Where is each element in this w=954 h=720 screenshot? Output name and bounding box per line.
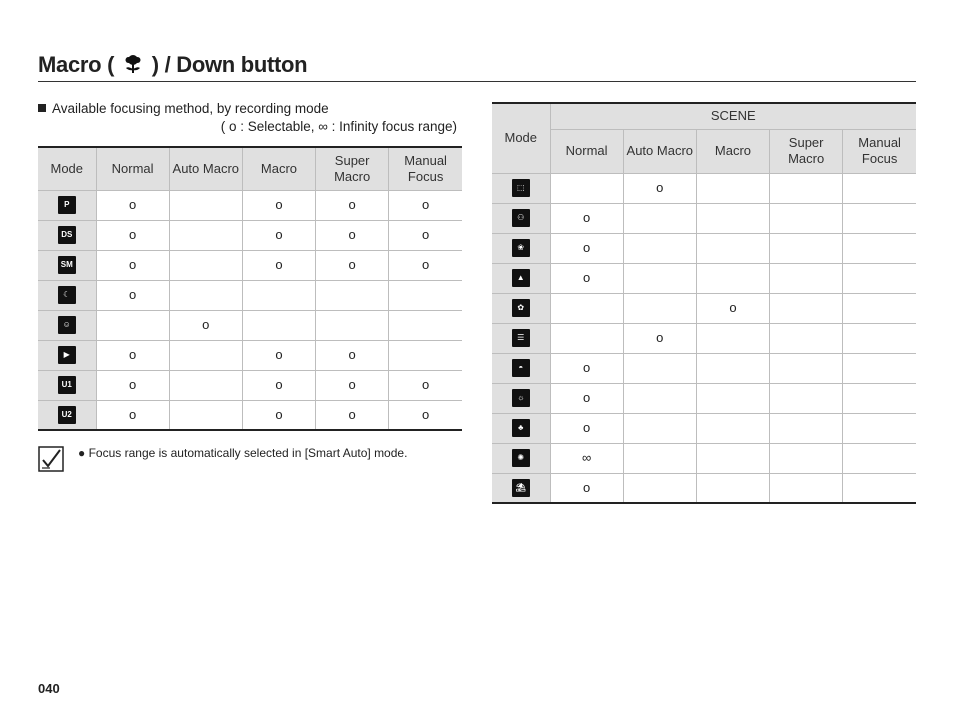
table-cell — [623, 383, 696, 413]
table-row — [492, 353, 916, 383]
header-cell: Normal — [550, 129, 623, 173]
table-cell — [843, 203, 916, 233]
table-cell: o — [389, 370, 462, 400]
table-cell: o — [389, 250, 462, 280]
memo-text: ● Focus range is automatically selected in [Smart Auto] mode. — [78, 446, 408, 460]
header-cell: Mode — [38, 147, 96, 190]
header-cell: Super Macro — [316, 147, 389, 190]
table-row — [492, 263, 916, 293]
title-rule — [38, 81, 916, 82]
table-cell — [696, 173, 769, 203]
table-row — [38, 190, 462, 220]
table-row — [492, 413, 916, 443]
table-cell: o — [96, 190, 169, 220]
table-header-row — [492, 129, 916, 173]
user2-mode-icon: U2 — [58, 406, 76, 424]
memo-note-icon — [38, 446, 64, 472]
header-cell: Auto Macro — [169, 147, 242, 190]
table-cell: o — [696, 293, 769, 323]
night-mode-icon: ☾ — [58, 286, 76, 304]
table-cell — [623, 473, 696, 503]
table-cell: o — [550, 473, 623, 503]
smart-mode-icon: SM — [58, 256, 76, 274]
table-row — [492, 293, 916, 323]
table-cell: o — [623, 173, 696, 203]
table-row — [492, 233, 916, 263]
table-cell — [623, 413, 696, 443]
table-cell — [843, 233, 916, 263]
table-cell — [770, 383, 843, 413]
header-cell-mode: Mode — [492, 103, 550, 173]
table-cell — [843, 353, 916, 383]
text-icon: ☰ — [512, 329, 530, 347]
table-cell: o — [316, 400, 389, 430]
table-cell: o — [169, 310, 242, 340]
table-row — [492, 323, 916, 353]
beach-snow-icon: ⛱ — [512, 479, 530, 497]
table-cell — [389, 280, 462, 310]
table-cell — [623, 353, 696, 383]
table-cell — [169, 190, 242, 220]
bullet-square-icon — [38, 104, 46, 112]
table-cell — [550, 293, 623, 323]
table-cell: o — [389, 190, 462, 220]
table-cell: o — [550, 353, 623, 383]
table-cell: o — [316, 340, 389, 370]
table-cell: o — [550, 233, 623, 263]
table-cell: o — [96, 280, 169, 310]
table-cell — [696, 203, 769, 233]
table-cell — [770, 173, 843, 203]
table-cell — [389, 310, 462, 340]
page-title: Macro ( ) / Down button — [38, 52, 307, 81]
table-cell — [770, 293, 843, 323]
table-cell — [770, 473, 843, 503]
table-cell: o — [242, 220, 315, 250]
table-cell — [843, 443, 916, 473]
table-cell — [843, 323, 916, 353]
table-row — [492, 173, 916, 203]
macro-flower-icon — [122, 53, 144, 81]
recording-mode-table — [38, 146, 462, 431]
table-cell: o — [96, 370, 169, 400]
scene-mode-table — [492, 102, 916, 504]
table-cell — [623, 443, 696, 473]
table-cell: o — [242, 370, 315, 400]
table-cell — [169, 370, 242, 400]
table-cell — [770, 263, 843, 293]
table-cell: o — [316, 370, 389, 400]
table-cell — [843, 413, 916, 443]
header-cell: Super Macro — [770, 129, 843, 173]
table-cell — [770, 413, 843, 443]
table-cell: o — [623, 323, 696, 353]
backlight-icon: ♣ — [512, 419, 530, 437]
table-cell — [696, 233, 769, 263]
table-cell — [696, 443, 769, 473]
table-row — [38, 220, 462, 250]
dawn-icon: ☼ — [512, 389, 530, 407]
table-cell: o — [96, 400, 169, 430]
table-cell: o — [316, 250, 389, 280]
program-mode-icon: P — [58, 196, 76, 214]
table-cell — [696, 473, 769, 503]
movie-mode-icon: ▶ — [58, 346, 76, 364]
table-cell — [242, 280, 315, 310]
header-cell: Macro — [696, 129, 769, 173]
table-cell: o — [550, 413, 623, 443]
table-cell: o — [96, 250, 169, 280]
table-cell — [169, 280, 242, 310]
table-header-row — [492, 103, 916, 129]
table-cell: o — [389, 220, 462, 250]
table-cell: o — [316, 220, 389, 250]
header-cell: Auto Macro — [623, 129, 696, 173]
table-cell — [96, 310, 169, 340]
user1-mode-icon: U1 — [58, 376, 76, 394]
table-cell — [623, 233, 696, 263]
table-cell — [623, 203, 696, 233]
table-row — [38, 250, 462, 280]
table-cell — [550, 323, 623, 353]
table-cell — [770, 233, 843, 263]
table-cell — [843, 173, 916, 203]
header-cell: Normal — [96, 147, 169, 190]
frame-guide-icon: ⬚ — [512, 179, 530, 197]
table-cell: o — [550, 263, 623, 293]
table-cell — [696, 383, 769, 413]
landscape-icon: ▲ — [512, 269, 530, 287]
table-cell: o — [389, 400, 462, 430]
table-cell — [843, 383, 916, 413]
table-cell: o — [242, 400, 315, 430]
sunset-icon: ◓ — [512, 359, 530, 377]
table-header-row — [38, 147, 462, 190]
table-cell: o — [242, 190, 315, 220]
dual-is-mode-icon: DS — [58, 226, 76, 244]
table-cell — [550, 173, 623, 203]
page-number: 040 — [38, 681, 60, 696]
table-row — [38, 340, 462, 370]
table-row — [38, 280, 462, 310]
table-row — [38, 400, 462, 430]
table-cell — [169, 400, 242, 430]
table-cell — [770, 323, 843, 353]
table-cell: o — [316, 190, 389, 220]
table-cell — [770, 443, 843, 473]
table-cell — [316, 310, 389, 340]
table-cell — [770, 353, 843, 383]
table-cell: o — [96, 220, 169, 250]
table-cell — [623, 293, 696, 323]
table-cell: o — [550, 203, 623, 233]
header-cell: Manual Focus — [389, 147, 462, 190]
table-cell: o — [242, 340, 315, 370]
table-cell: ∞ — [550, 443, 623, 473]
table-cell — [242, 310, 315, 340]
header-cell-scene: SCENE — [550, 103, 916, 129]
header-cell: Macro — [242, 147, 315, 190]
table-row — [492, 473, 916, 503]
table-row — [38, 310, 462, 340]
table-cell: o — [96, 340, 169, 370]
table-cell — [843, 293, 916, 323]
table-cell — [696, 323, 769, 353]
table-cell — [316, 280, 389, 310]
table-cell — [843, 473, 916, 503]
header-cell: Manual Focus — [843, 129, 916, 173]
portrait-icon: ⚇ — [512, 209, 530, 227]
table-row — [492, 443, 916, 473]
available-note: Available focusing method, by recording mode — [38, 101, 329, 116]
table-cell — [169, 250, 242, 280]
table-row — [492, 383, 916, 413]
fireworks-icon: ✺ — [512, 449, 530, 467]
table-cell — [389, 340, 462, 370]
legend-note: ( o : Selectable, ∞ : Infinity focus range) — [220, 119, 457, 134]
table-cell — [169, 220, 242, 250]
table-cell — [843, 263, 916, 293]
table-cell — [696, 263, 769, 293]
close-up-icon: ✿ — [512, 299, 530, 317]
table-cell — [696, 413, 769, 443]
table-cell — [623, 263, 696, 293]
children-icon: ❀ — [512, 239, 530, 257]
table-cell: o — [242, 250, 315, 280]
table-cell — [696, 353, 769, 383]
table-cell: o — [550, 383, 623, 413]
table-row — [38, 370, 462, 400]
table-row — [492, 203, 916, 233]
table-cell — [770, 203, 843, 233]
beauty-shot-icon: ☺ — [58, 316, 76, 334]
table-cell — [169, 340, 242, 370]
